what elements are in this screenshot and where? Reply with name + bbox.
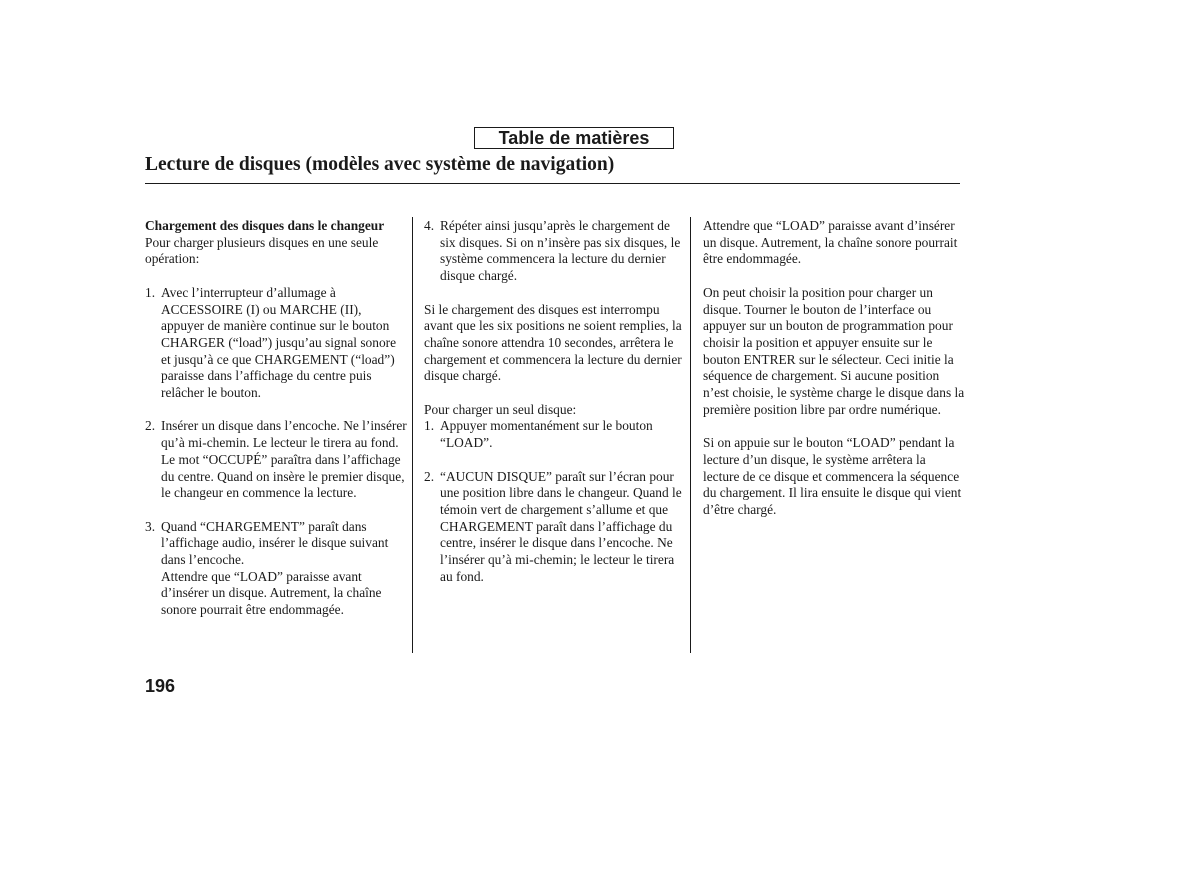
page-number: 196 xyxy=(145,676,176,696)
single-step-2 xyxy=(424,469,686,586)
single-disc-intro: Pour charger un seul disque: xyxy=(424,401,577,417)
section-heading: Chargement des disques dans le changeur xyxy=(145,218,385,233)
interrupt-paragraph: Si le chargement des disques est interrompu avant que les six positions ne soient remplies, la chaîne sonore attendra 10 secondes, arrêtera le chargement et commencera la lecture du dernier disque chargé. xyxy=(424,301,682,384)
step-text: Quand “CHARGEMENT” paraît dans l’affichage audio, insérer le disque suivant dans l’encoche. xyxy=(161,518,389,568)
step-number: 2. xyxy=(424,468,435,484)
single-step-1 xyxy=(424,418,686,451)
step-1 xyxy=(145,285,407,402)
step-number: 1. xyxy=(145,284,156,300)
step-text: Insérer un disque dans l’encoche. Ne l’insérer qu’à mi-chemin. Le lecteur le tirera au fond. Le mot “OCCUPÉ” paraîtra dans l’affichage du centre. Quand on insère le premier disque, le changeur en commence la lecture. xyxy=(161,418,407,501)
warning-paragraph: Attendre que “LOAD” paraisse avant d’insérer un disque. Autrement, la chaîne sonore pourrait être endommagée. xyxy=(703,218,958,267)
intro-paragraph: Pour charger plusieurs disques en une seule opération: xyxy=(145,234,379,267)
column-2 xyxy=(424,218,686,585)
step-number: 2. xyxy=(145,418,156,434)
column-3 xyxy=(703,218,965,519)
step-4 xyxy=(424,218,686,285)
title-divider xyxy=(145,183,960,184)
column-divider-2 xyxy=(690,217,691,653)
step-text: Appuyer momentanément sur le bouton “LOAD”. xyxy=(440,418,653,451)
page-title: Lecture de disques (modèles avec système de navigation) xyxy=(145,154,615,175)
step-number: 4. xyxy=(424,218,435,233)
step-text: Avec l’interrupteur d’allumage à ACCESSOIRE (I) ou MARCHE (II), appuyer de manière continue sur le bouton CHARGER (“load”) jusqu’au signal sonore et jusqu’à ce que CHARGEMENT (“load”) paraisse dans l’affichage du centre puis relâcher le bouton. xyxy=(161,284,397,401)
column-1 xyxy=(145,218,407,619)
position-paragraph: On peut choisir la position pour charger un disque. Tourner le bouton de l’interface ou appuyer sur un bouton de programmation pour choisir la position et appuyer ensuite sur le bouton ENTRER sur le sélecteur. Ceci initie la séquence de chargement. Si aucune position n’est choisie, le système charge le disque dans la première position libre par ordre numérique. xyxy=(703,284,965,417)
step-text: Répéter ainsi jusqu’après le chargement de six disques. Si on n’insère pas six disques, le système commencera la lecture du dernier disque chargé. xyxy=(440,218,681,284)
step-number: 1. xyxy=(424,418,435,434)
step-3 xyxy=(145,519,407,569)
step-2 xyxy=(145,418,407,502)
load-during-play-paragraph: Si on appuie sur le bouton “LOAD” pendant la lecture d’un disque, le système arrêtera la lecture de ce disque et commencera la séquence du chargement. Il lira ensuite le disque qui vient d’être chargé. xyxy=(703,435,962,517)
step-note: Attendre que “LOAD” paraisse avant d’insérer un disque. Autrement, la chaîne sonore pourrait être endommagée. xyxy=(161,568,382,618)
table-of-contents-button[interactable]: Table de matières xyxy=(474,127,674,149)
step-text: “AUCUN DISQUE” paraît sur l’écran pour une position libre dans le changeur. Quand le témoin vert de chargement s’allume et que CHARGEMENT paraît dans l’affichage du centre, insérer le disque dans l’encoche. Ne l’insérer qu’à mi-chemin; le lecteur le tirera au fond. xyxy=(440,468,682,584)
column-divider-1 xyxy=(412,217,413,653)
step-number: 3. xyxy=(145,518,156,534)
